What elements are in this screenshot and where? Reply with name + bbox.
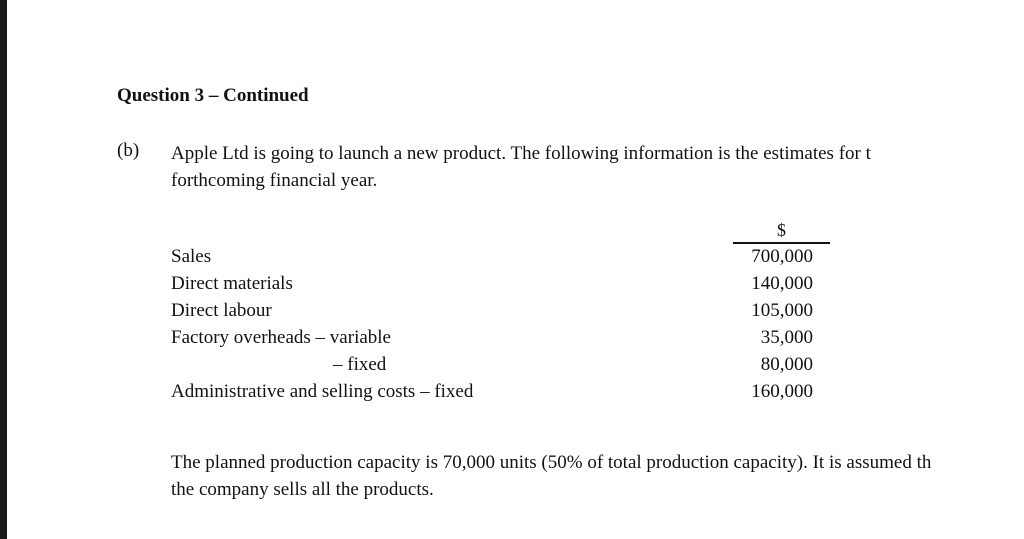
table-row-factory-overheads-fixed xyxy=(171,354,813,381)
table-row-factory-overheads-variable xyxy=(171,327,813,354)
row-value: 700,000 xyxy=(751,246,813,267)
part-label: (b) xyxy=(117,140,140,161)
closing-paragraph xyxy=(171,449,1024,503)
question-title: Question 3 – Continued xyxy=(117,85,309,106)
table-row-sales xyxy=(171,246,813,273)
row-label: Direct materials xyxy=(171,273,293,294)
row-label: Sales xyxy=(171,246,212,267)
row-label: Factory overheads – variable xyxy=(171,327,391,348)
table-row-admin-selling-fixed xyxy=(171,381,813,408)
table-row-direct-labour xyxy=(171,300,813,327)
row-label: Direct labour xyxy=(171,300,272,321)
intro-line: Apple Ltd is going to launch a new product. The following information is the estimates for t xyxy=(171,143,871,164)
currency-header: $ xyxy=(733,220,830,244)
row-value: 105,000 xyxy=(751,300,813,321)
intro-line: forthcoming financial year. xyxy=(171,170,378,191)
row-value: 160,000 xyxy=(751,381,813,402)
row-value: 35,000 xyxy=(760,327,813,348)
row-label: Administrative and selling costs – fixed xyxy=(171,381,474,402)
left-edge-bar xyxy=(0,0,7,539)
intro-paragraph xyxy=(171,140,1024,194)
row-label: – fixed xyxy=(333,354,387,375)
row-value: 140,000 xyxy=(751,273,813,294)
table-row-direct-materials xyxy=(171,273,813,300)
row-value: 80,000 xyxy=(760,354,813,375)
closing-line: The planned production capacity is 70,000 units (50% of total production capacity). It is assumed th xyxy=(171,452,932,473)
closing-line: the company sells all the products. xyxy=(171,479,434,500)
